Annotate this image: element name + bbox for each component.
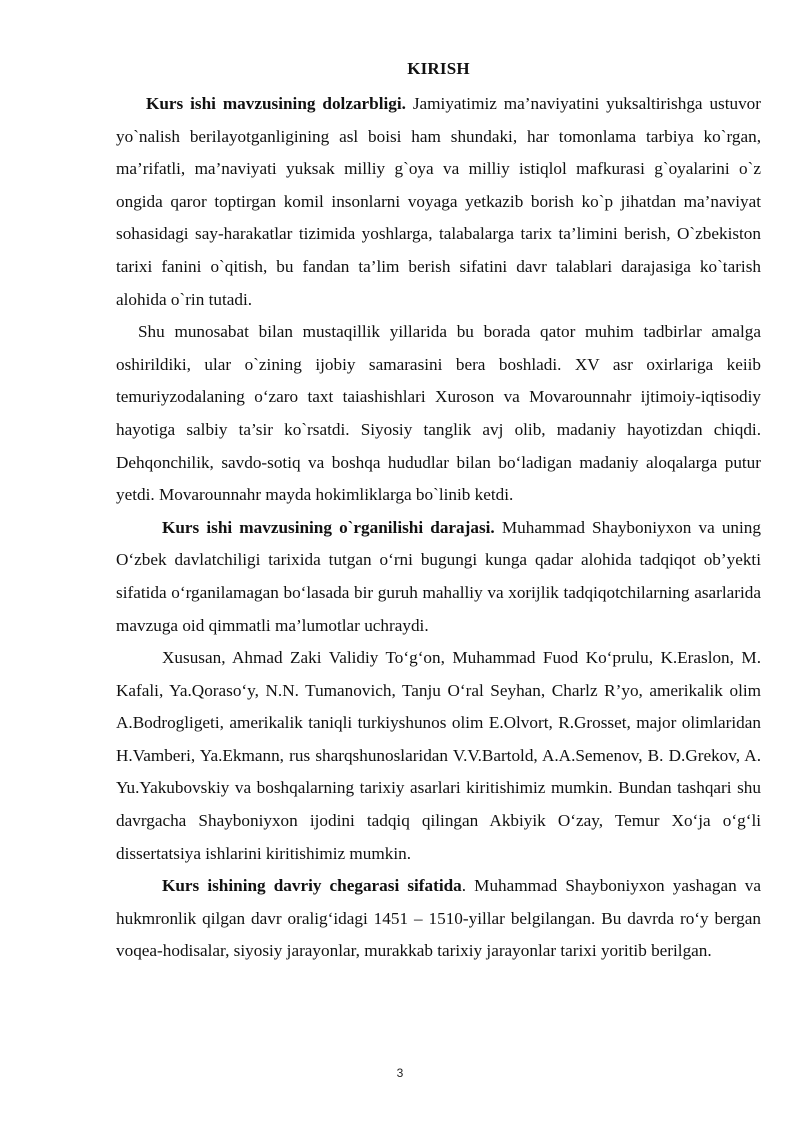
- paragraph-lead: Kurs ishi mavzusining dolzarbligi.: [146, 94, 406, 113]
- paragraph-text: Xususan, Ahmad Zaki Validiy To‘g‘on, Muhammad Fuod Ko‘prulu, K.Eraslon, M. Kafali, Ya.Qoraso‘y, N.N. Tumanovich, Tanju O‘ral Seyhan, Charlz R’yo, amerikalik olim A.Bodrogligeti, amerikalik taniqli turkiyshunos olim E.Olvort, R.Grosset, major olimlaridan H.Vamberi, Ya.Ekmann, rus sharqshunoslaridan V.V.Bartold, A.A.Semenov, B. D.Grekov, A. Yu.Yakubovskiy va boshqalarning tarixiy asarlari kiritishimiz mumkin. Bundan tashqari shu davrgacha Shayboniyxon ijodini tadqiq qilingan Akbiyik O‘zay, Temur Xo‘ja o‘g‘li dissertatsiya ishlarini kiritishimiz mumkin.: [116, 648, 761, 863]
- paragraph-text: . Muhammad Shayboniyxon yashagan va hukmronlik qilgan davr oralig‘idagi 1451 – 1510-yillar belgilangan. Bu davrda ro‘y bergan voqea-hodisalar, siyosiy jarayonlar, murakkab tarixiy jarayonlar tarixi yoritib berilgan.: [116, 876, 761, 961]
- paragraph-text: Jamiyatimiz ma’naviyatini yuksaltirishga ustuvor yo`nalish berilayotganligining asl boisi ham shundaki, har tomonlama tarbiya ko`rgan, ma’rifatli, ma’naviyati yuksak milliy g`oya va milliy istiqlol mafkurasi g`oyalarini o`z ongida qaror toptirgan komil insonlarni voyaga yetkazib borish ko`p jihatdan ma’naviyat sohasidagi say-harakatlar tizimida yoshlarga, talabalarga tarix ta’limini berish, O`zbekiston tarixi fanini o`qitish, bu fandan ta’lim berish sifatini davr talablari darajasiga ko`tarish alohida o`rin tutadi.: [116, 94, 762, 309]
- paragraph-text: Muhammad Shayboniyxon va uning O‘zbek davlatchiligi tarixida tutgan o‘rni bugungi kunga qadar alohida tadqiqot ob’yekti sifatida o‘rganilamagan bo‘lasada bir guruh mahalliy va xorijlik tadqiqotchilarning asarlarida mavzuga oid qimmatli ma’lumotlar uchraydi.: [116, 517, 761, 635]
- paragraph-background: [116, 316, 761, 512]
- page-title: KIRISH: [407, 59, 470, 78]
- page-body: [116, 58, 761, 968]
- paragraph-text: Shu munosabat bilan mustaqillik yillarida bu borada qator muhim tadbirlar amalga oshirildiki, ular o`zining ijobiy samarasini bera boshladi. XV asr oxirlariga keiib temuriyzodalaning o‘zaro taxt taiashishlari Xuroson va Movarounnahr ijtimoiy-iqtisodiy hayotiga salbiy ta’sir ko`rsatdi. Siyosiy tanglik avj olib, madaniy hayotizdan chiqdi. Dehqonchilik, savdo-sotiq va boshqa hududlar bilan bo‘ladigan madaniy aloqalarga putur yetdi. Movarounnahr mayda hokimliklarga bo`linib ketdi.: [116, 322, 761, 505]
- paragraph-lead: Kurs ishining davriy chegarasi sifatida: [162, 876, 462, 896]
- paragraph-relevance: [116, 88, 761, 316]
- page-number: 3: [396, 1066, 404, 1080]
- paragraph-study-level: [116, 512, 761, 642]
- paragraph-time-limits: [116, 870, 761, 968]
- paragraph-lead: Kurs ishi mavzusining o`rganilishi darajasi.: [162, 517, 495, 537]
- paragraph-researchers: [116, 642, 761, 870]
